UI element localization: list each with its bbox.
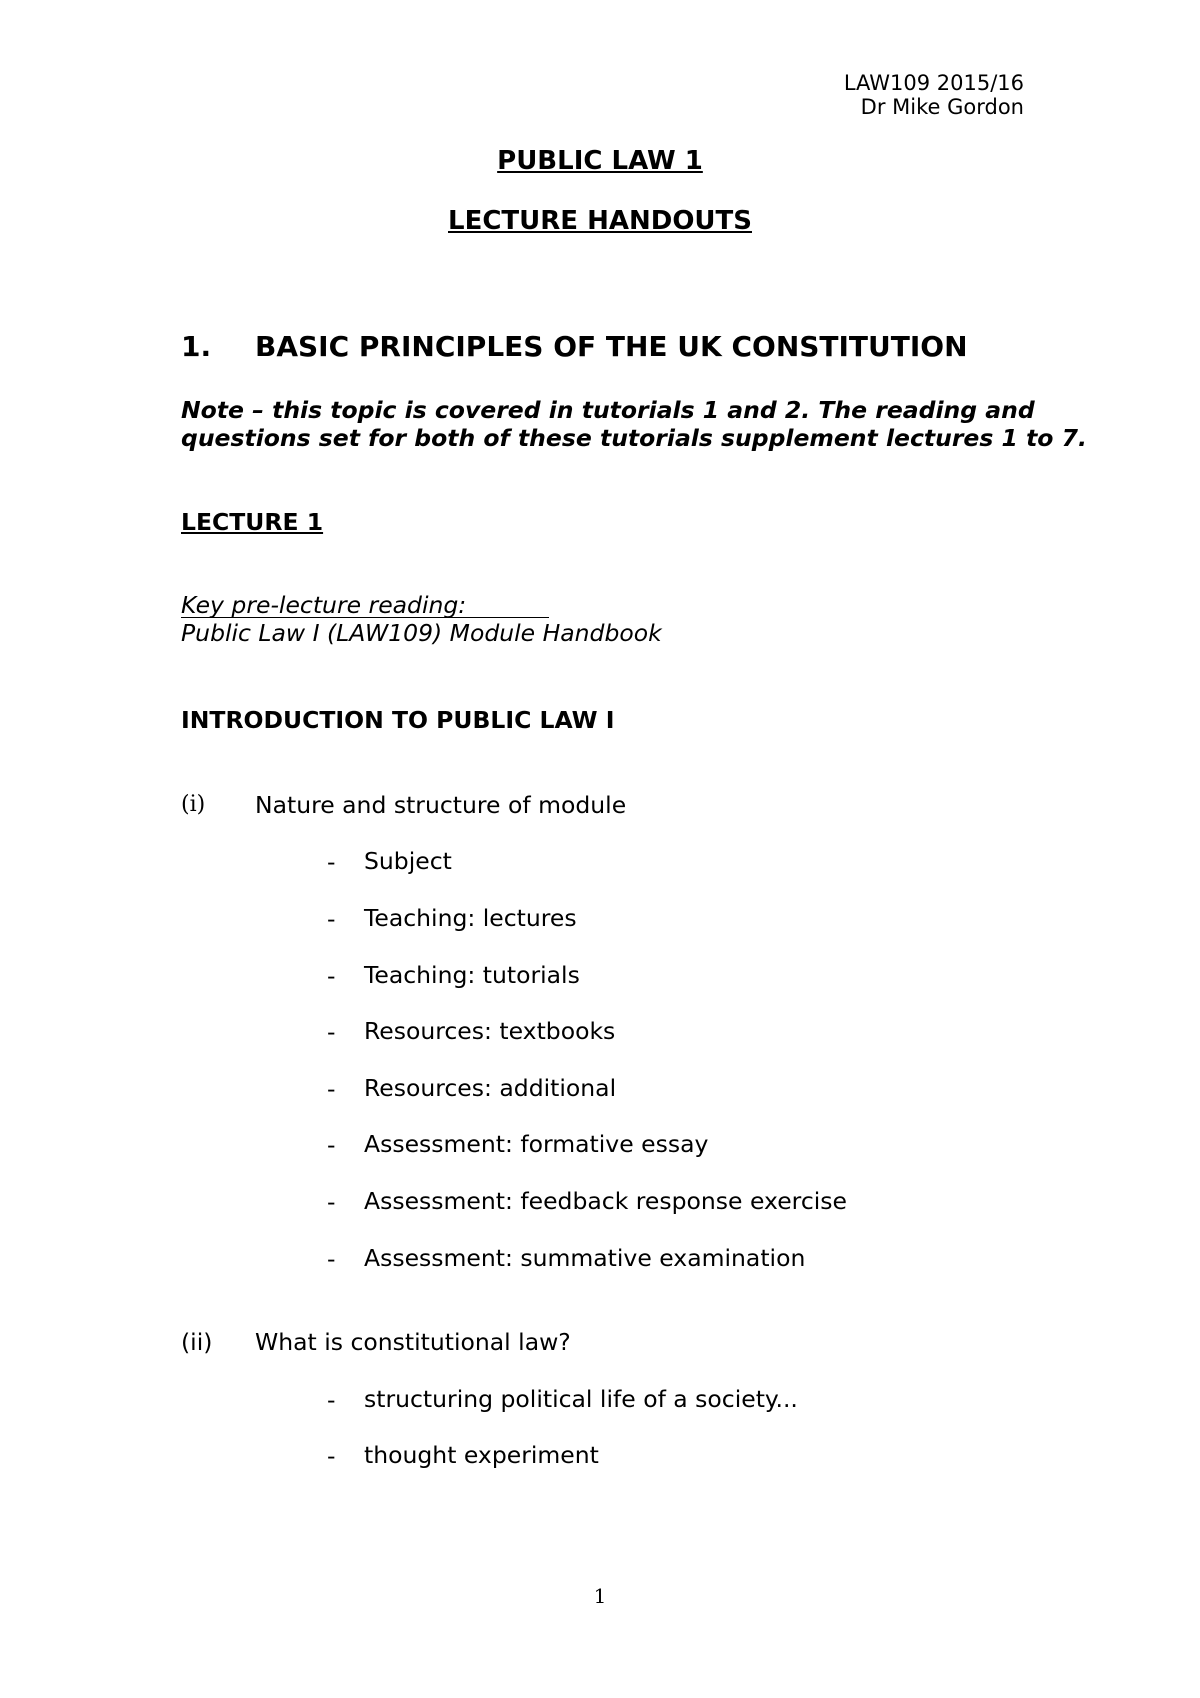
author-name: Dr Mike Gordon [860,95,1024,119]
document-subtitle: LECTURE HANDOUTS [448,206,752,236]
bullet-dash: - [327,905,336,933]
bullet-item: Teaching: tutorials [364,961,580,989]
bullet-item: structuring political life of a society... [364,1385,798,1413]
bullet-item: Assessment: feedback response exercise [364,1187,847,1215]
bullet-dash: - [327,1442,336,1470]
note-line-1: Note – this topic is covered in tutorials 1 and 2. The reading and [181,396,1035,424]
bullet-dash: - [327,1245,336,1273]
bullet-item: Subject [364,847,452,875]
bullet-item: Resources: textbooks [364,1017,616,1045]
reading-label: Key pre-lecture reading: [181,591,467,619]
bullet-dash: - [327,962,336,990]
part-marker: (ii) [181,1328,213,1356]
bullet-dash: - [327,848,336,876]
part-marker: (i) [181,792,206,817]
bullet-dash: - [327,1386,336,1414]
bullet-item: Assessment: formative essay [364,1130,709,1158]
lecture-heading: LECTURE 1 [181,508,324,536]
bullet-item: thought experiment [364,1441,599,1469]
bullet-item: Teaching: lectures [364,904,577,932]
bullet-dash: - [327,1131,336,1159]
intro-heading: INTRODUCTION TO PUBLIC LAW I [181,706,615,734]
bullet-dash: - [327,1075,336,1103]
section-heading: BASIC PRINCIPLES OF THE UK CONSTITUTION [255,330,968,363]
section-number: 1. [181,330,212,363]
page-number: 1 [593,1584,607,1608]
part-heading: What is constitutional law? [255,1328,571,1356]
bullet-item: Resources: additional [364,1074,617,1102]
part-heading: Nature and structure of module [255,791,627,819]
bullet-dash: - [327,1018,336,1046]
course-code: LAW109 2015/16 [843,71,1024,95]
reading-label-underline [181,617,549,618]
bullet-dash: - [327,1188,336,1216]
reading-item: Public Law I (LAW109) Module Handbook [181,619,662,647]
document-title: PUBLIC LAW 1 [497,146,703,176]
bullet-item: Assessment: summative examination [364,1244,806,1272]
note-line-2: questions set for both of these tutorials supplement lectures 1 to 7. [181,424,1087,452]
